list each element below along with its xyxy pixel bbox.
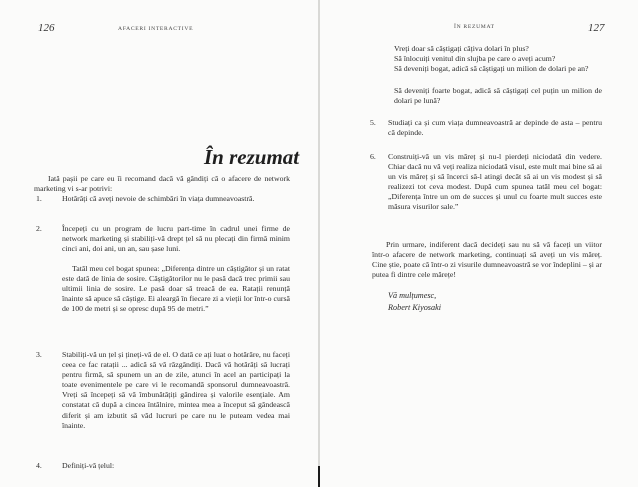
author-signature: Robert Kiyosaki: [388, 303, 441, 312]
step-2-quote: Tatăl meu cel bogat spunea: „Diferența dintre un câștigător și un ratat este dată de linia de sosire. Câștigătorilor nu le pasă dacă trec primii sau ultimii linia de sosire. Le pasă doar să treacă de ea. Ratații renunță înainte să apuce să câștige. Ei aleargă în fiecare zi a vieții lor într-o cursă de 100 de metri și se opresc după 95 de metri.”: [62, 264, 290, 314]
intro-paragraph: Iată pașii pe care eu îi recomand dacă vă gândiți că o afacere de network marketing vi s-ar potrivi:: [34, 174, 290, 194]
step-5-text: Studiați ca și cum viața dumneavoastră ar depinde de asta – pentru că depinde.: [388, 118, 602, 138]
step-6-number: 6.: [370, 152, 376, 161]
right-page: [320, 0, 638, 487]
page-number-left: 126: [38, 22, 55, 34]
step-4-text: Definiți-vă țelul:: [62, 461, 115, 470]
signoff: Vă mulțumesc,: [388, 291, 437, 300]
step-6-text: Construiți-vă un vis măreț și nu-l pierdeți niciodată din vedere. Chiar dacă nu vă veți realiza niciodată visul, este mult mai bine să ai un vis măreț și să încerci să-l atingi decât să ai un vis modest și să realizezi tot ceva modest. După cum spunea tatăl meu cel bogat: „Diferența între un om de succes și unul cu foarte mult succes este măsura visurilor sale.”: [388, 152, 602, 212]
section-title: În rezumat: [204, 145, 300, 169]
step-3-text: Stabiliți-vă un țel și țineți-vă de el. O dată ce ați luat o hotărâre, nu faceți ceea ce fac ratații ... adică să vă răzgândiți. Dacă vă hotărâți să lucrați pentru firmă, să spunem un an de zile, atunci în acel an participați la toate evenimentele pe care vi le recomandă sponsorul dumneavoastră. Vreți să începeți să vă îmbunătățiți gândirea și valorile esențiale. Am constatat că după a cincea întâlnire, mintea mea a început să gândească diferit și am izbutit să văd lucruri pe care nu le puteam vedea mai înainte.: [62, 350, 290, 430]
left-page: [0, 0, 318, 487]
step-1-number: 1.: [36, 194, 42, 203]
step-2-text: Începeți cu un program de lucru part-time în cadrul unei firme de network marketing și stabiliți-vă drept țel să nu plecați din firmă minim cinci ani, doi ani, un an, sau șase luni.: [62, 224, 290, 254]
step-5-number: 5.: [370, 118, 376, 127]
step-2-number: 2.: [36, 224, 42, 233]
closing-paragraph: Prin urmare, indiferent dacă decideți sau nu să vă faceți un viitor într-o afacere de network marketing, continuați să aveți un vis măreț. Cine știe, poate că într-o zi visurile dumneavoastră se vor îndeplini – și ar putea fi dintre cele mărețe!: [372, 240, 602, 280]
running-head-left: AFACERI INTERACTIVE: [118, 26, 194, 32]
step-4-number: 4.: [36, 461, 42, 470]
page-number-right: 127: [588, 22, 605, 34]
step-1-text: Hotărâți că aveți nevoie de schimbări în viața dumneavoastră.: [62, 194, 255, 203]
running-head-right: ÎN REZUMAT: [454, 24, 495, 30]
question-4: Să deveniți foarte bogat, adică să câștigați cel puțin un milion de dolari pe lună?: [394, 86, 602, 106]
question-2: Să înlocuiți venitul din slujba pe care o aveți acum?: [394, 54, 556, 63]
question-1: Vreți doar să câștigați câțiva dolari în plus?: [394, 44, 529, 53]
question-3: Să deveniți bogat, adică să câștigați un milion de dolari pe an?: [394, 64, 589, 73]
step-3-number: 3.: [36, 350, 42, 359]
